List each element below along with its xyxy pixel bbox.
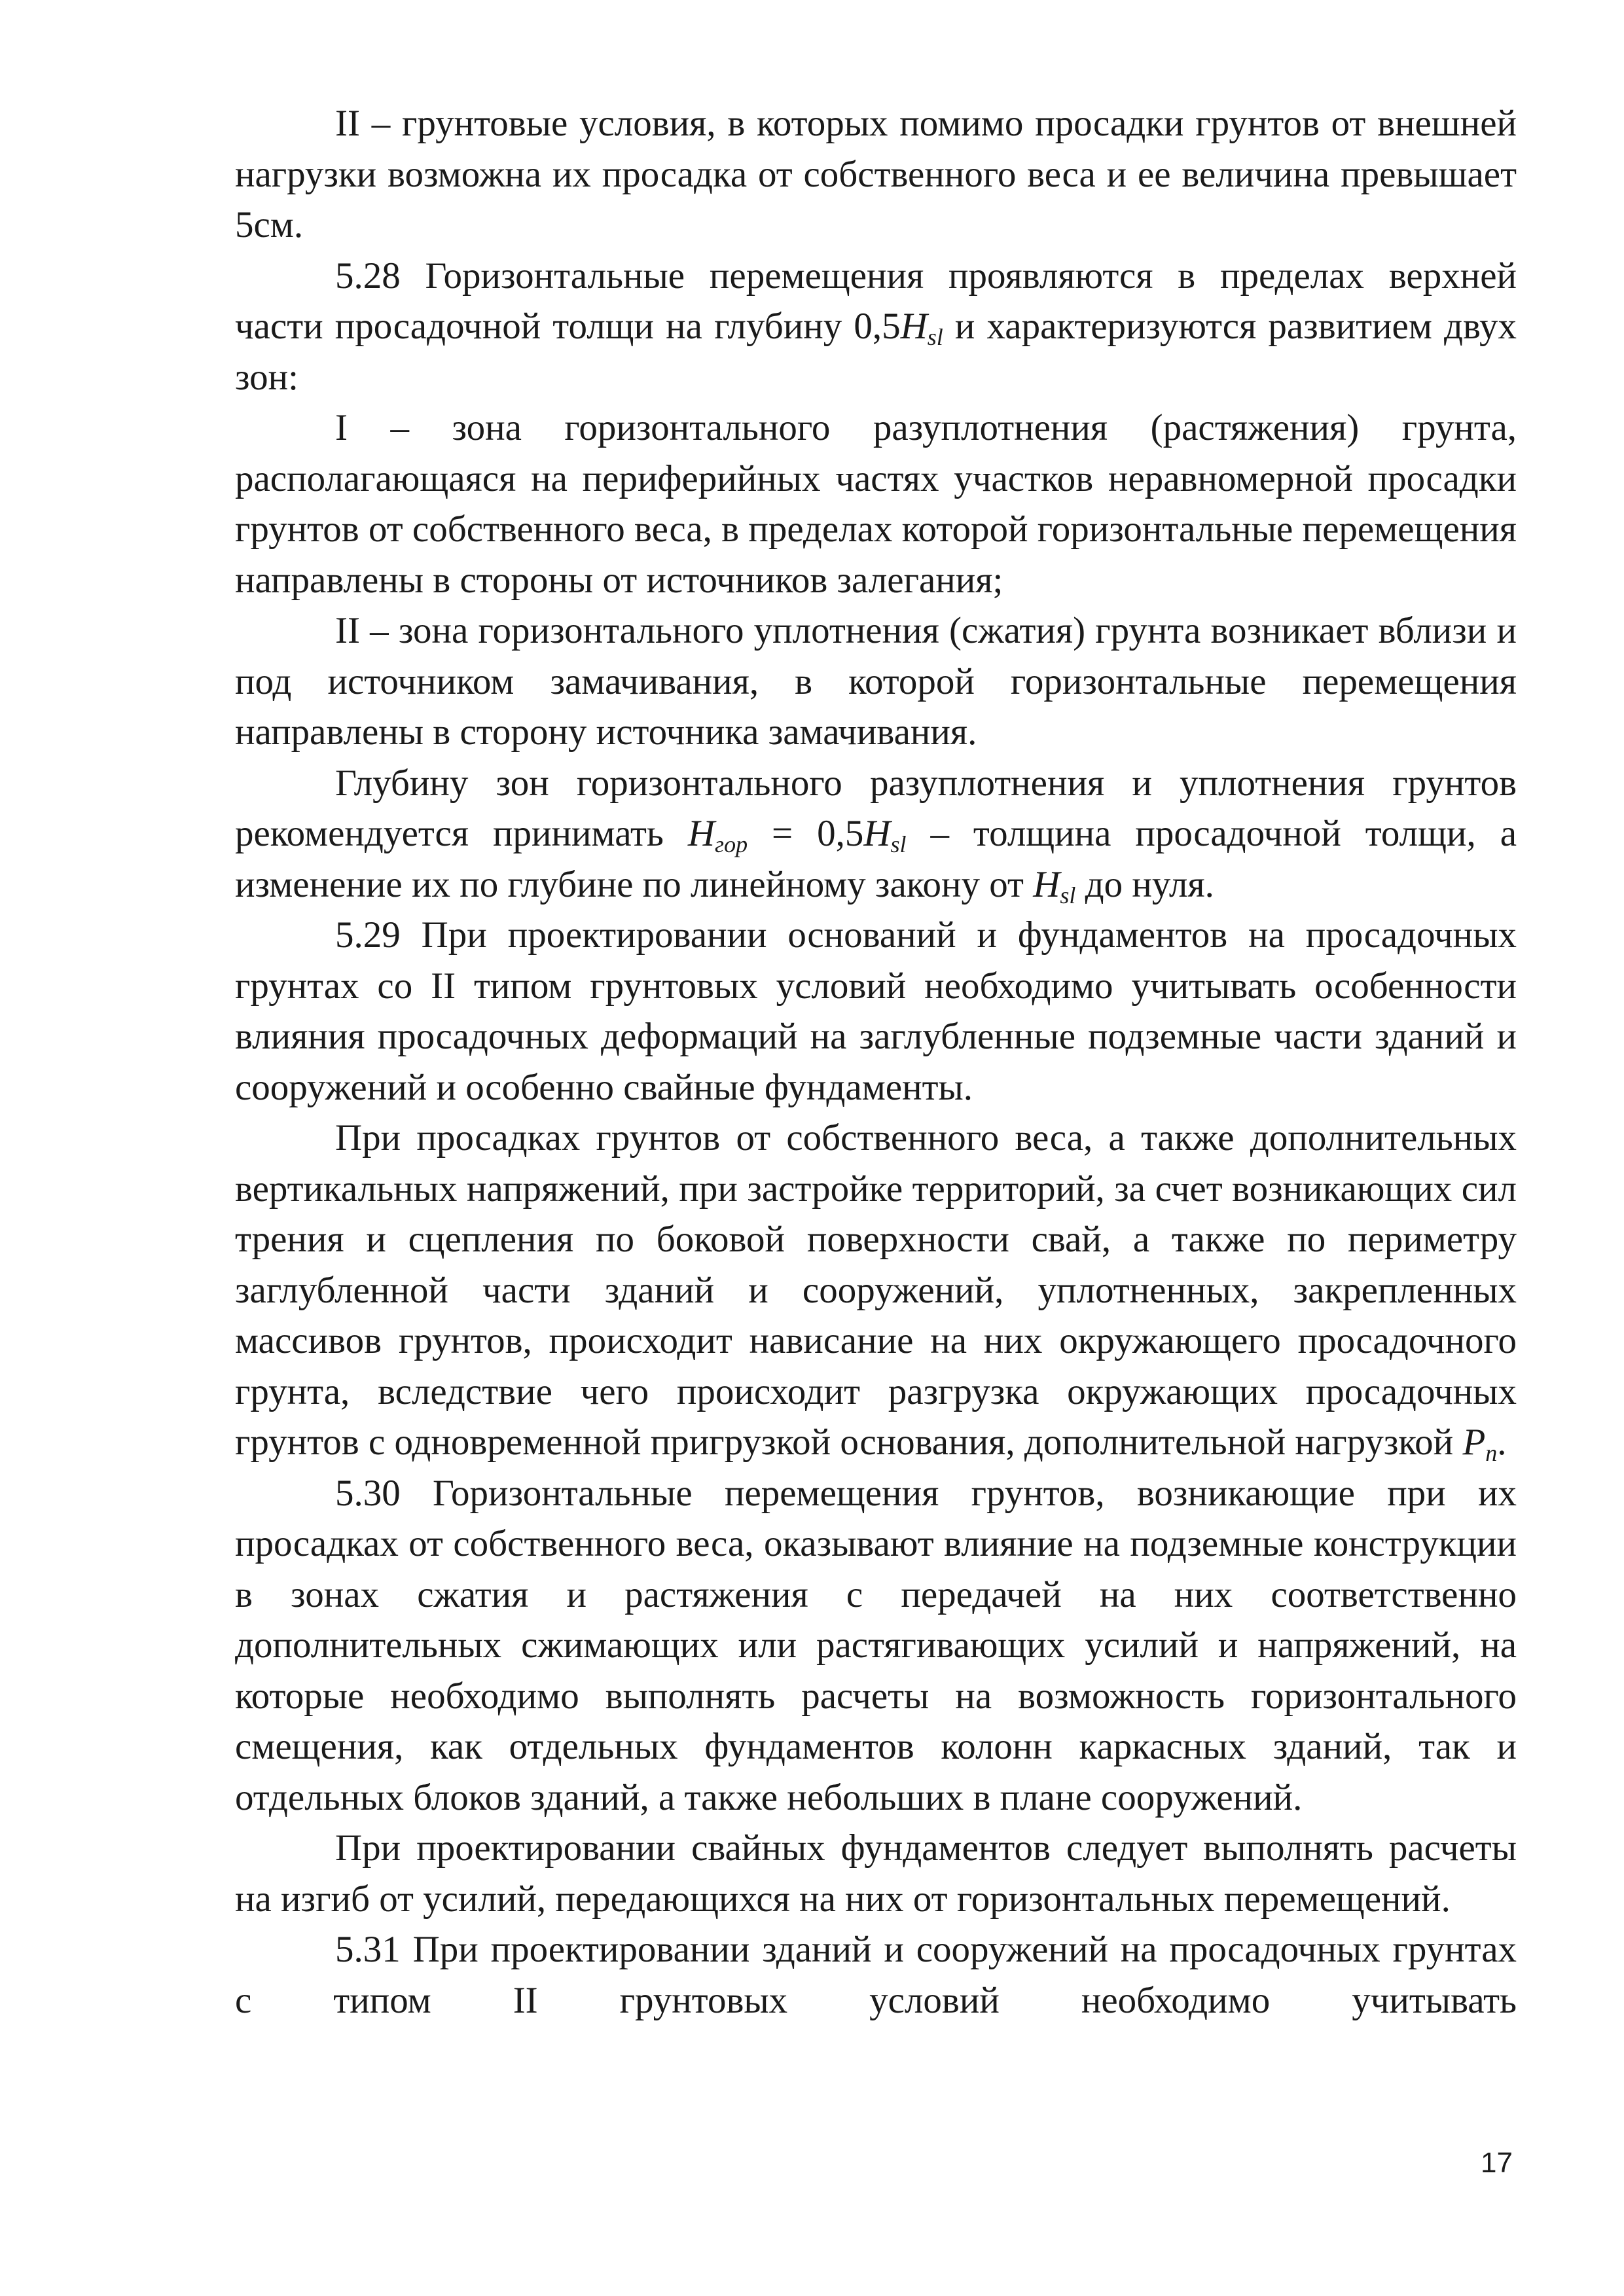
- paragraph-subsidence-loading: [235, 1113, 1517, 1468]
- paragraph-zone-depth: [235, 758, 1517, 910]
- page-body: [235, 98, 1517, 2026]
- paragraph-5-30: 5.30 Горизонтальные перемещения грунтов, возникающие при их просадках от собственного веса, оказывают влияние на подземные конструкции в зонах сжатия и растяжения с передачей на них соответственно дополнительных сжимающих или растягивающих усилий и напряжений, на которые необходимо выполнять расчеты на возможность горизонтального смещения, как отдельных фундаментов колонн каркасных зданий, так и отдельных блоков зданий, а также небольших в плане сооружений.: [235, 1472, 1517, 1818]
- paragraph-5-28: [235, 251, 1517, 403]
- paragraph-5-28-text-after: и характеризуются развитием двух зон:: [235, 306, 1517, 398]
- page-number: 17: [1481, 2147, 1513, 2179]
- paragraph-zone-depth-text-3: – толщина просадочной толщи, а изменение их по глубине по линейному закону от: [235, 813, 1517, 905]
- symbol-h-sl: $H_{sl}$: [863, 813, 907, 857]
- paragraph-zone-depth-text-4: до нуля.: [1075, 863, 1214, 905]
- paragraph-5-28-text-before: 5.28 Горизонтальные перемещения проявляются в пределах верхней части просадочной толщи на глубину 0,5: [235, 255, 1517, 347]
- paragraph-subsidence-loading-text: При просадках грунтов от собственного веса, а также дополнительных вертикальных напряжений, при застройке территорий, за счет возникающих сил трения и сцепления по боковой поверхности свай, а также по периметру заглубленной части зданий и сооружений, уплотненных, закрепленных массивов грунтов, происходит нависание на них окружающего просадочного грунта, вследствие чего происходит разгрузка окружающих просадочных грунтов с одновременной пригрузкой основания, дополнительной нагрузкой: [235, 1117, 1517, 1463]
- paragraph-zone-depth-text-1: Глубину зон горизонтального разуплотнения и уплотнения грунтов рекомендуется принимать: [235, 762, 1517, 854]
- symbol-h-gor: $H_{гор}$: [687, 813, 748, 857]
- symbol-h-sl: $H_{sl}$: [900, 306, 943, 350]
- paragraph-5-29: 5.29 При проектировании оснований и фундаментов на просадочных грунтах со II типом грунтовых условий необходимо учитывать особенности влияния просадочных деформаций на заглубленные подземные части зданий и сооружений и особенно свайные фундаменты.: [235, 914, 1517, 1108]
- paragraph-pile-foundations: При проектировании свайных фундаментов следует выполнять расчеты на изгиб от усилий, передающихся на них от горизонтальных перемещений.: [235, 1827, 1517, 1920]
- paragraph-subsidence-loading-end: .: [1497, 1422, 1507, 1463]
- paragraph-zone-depth-text-2: = 0,5: [748, 813, 864, 854]
- symbol-h-sl: $H_{sl}$: [1033, 863, 1076, 908]
- paragraph-5-31: 5.31 При проектировании зданий и сооружений на просадочных грунтах с типом II грунтовых условий необходимо учитывать: [235, 1929, 1517, 2021]
- paragraph-zone-2: II – зона горизонтального уплотнения (сжатия) грунта возникает вблизи и под источником замачивания, в которой горизонтальные перемещения направлены в сторону источника замачивания.: [235, 610, 1517, 753]
- symbol-p-n: $P_n$: [1462, 1422, 1498, 1466]
- paragraph-zone-1: I – зона горизонтального разуплотнения (растяжения) грунта, располагающаяся на периферийных частях участков неравномерной просадки грунтов от собственного веса, в пределах которой горизонтальные перемещения направлены в стороны от источников залегания;: [235, 407, 1517, 601]
- paragraph-ground-conditions-type-2: II – грунтовые условия, в которых помимо просадки грунтов от внешней нагрузки возможна их просадка от собственного веса и ее величина превышает 5см.: [235, 103, 1517, 245]
